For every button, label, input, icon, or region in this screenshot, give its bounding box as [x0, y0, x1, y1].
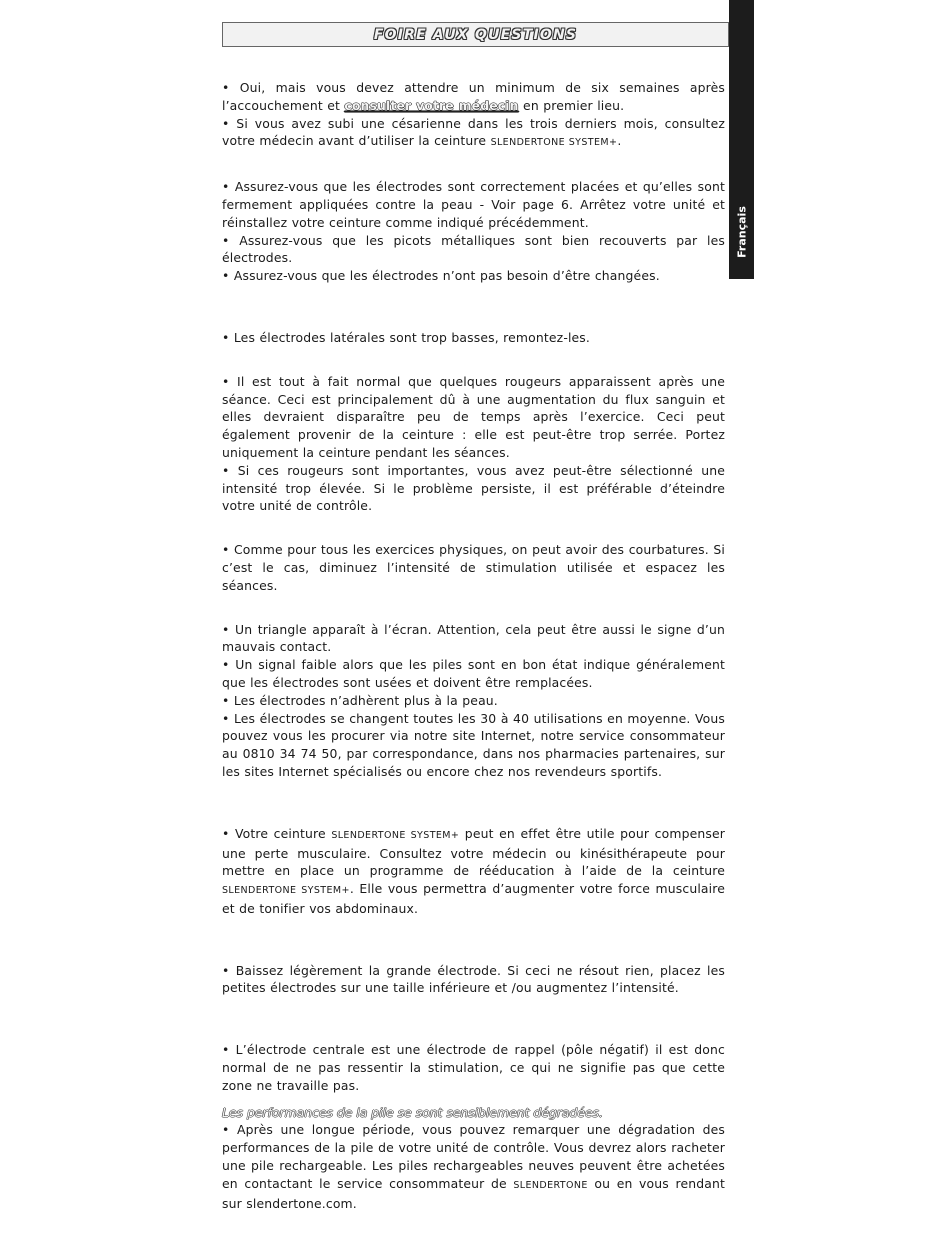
brand-name: SLENDERTONE SYSTEM+ — [490, 137, 618, 149]
faq-section-redness — [222, 373, 725, 515]
faq-answer — [222, 1121, 725, 1212]
answer-text: peut en effet être utile pour compenser une perte musculaire. Consultez votre médecin ou kinésithérapeute pour mettre en place un programme de rééducation à l’aide de la ceinture — [222, 825, 726, 879]
faq-answer: • Il est tout à fait normal que quelques rougeurs apparaissent après une séance. Ceci est principalement dû à une augmentation du flux sanguin et elles devraient disparaître peu de temps après l’exercice. Ceci peut également provenir de la ceinture : elle est peut-être trop serrée. Portez uniquement la ceinture pendant les séances. — [222, 373, 725, 460]
faq-answer: • Assurez-vous que les électrodes sont correctement placées et qu’elles sont fermement appliquées contre la peau - Voir page 6. Arrêtez votre unité et réinstallez votre ceinture comme indiqué précédemment. — [222, 179, 725, 230]
brand-name: SLENDERTONE SYSTEM+ — [331, 829, 460, 841]
faq-section-central-electrode — [222, 1041, 725, 1094]
faq-answer — [222, 115, 725, 153]
consult-doctor-link[interactable]: consulter votre médecin — [344, 97, 519, 113]
answer-text: ou en vous rendant sur slendertone.com. — [222, 1175, 725, 1211]
faq-answer: • Assurez-vous que les picots métalliques sont bien recouverts par les électrodes. — [222, 232, 725, 266]
faq-section-soreness — [222, 541, 725, 594]
faq-answer: • L’électrode centrale est une électrode de rappel (pôle négatif) il est donc normal de ne pas ressentir la stimulation, ce qui ne signifie pas que cette zone ne travaille pas. — [222, 1042, 725, 1093]
faq-question-heading: Les performances de la pile se sont sensiblement dégradées. — [222, 1104, 603, 1120]
answer-text: . Elle vous permettra d’augmenter votre force musculaire et de tonifier vos abdominaux. — [222, 881, 726, 916]
faq-answer — [222, 79, 725, 115]
page-title: FOIRE AUX QUESTIONS — [373, 26, 578, 43]
faq-section-muscle-loss — [222, 825, 725, 918]
faq-answer: • Baissez légèrement la grande électrode. Si ceci ne résout rien, placez les petites électrodes sur une taille inférieure et /ou augmentez l’intensité. — [222, 962, 725, 996]
answer-text: • Oui, mais vous devez attendre un minimum de six semaines après l’accouchement et — [222, 80, 725, 113]
answer-text: • Après une longue période, vous pouvez remarquer une dégradation des performances de la pile de votre unité de contrôle. Vous devrez alors racheter une pile rechargeable. Les piles rechargeables neuves peuvent être achetées en contactant le service consommateur de — [222, 1122, 725, 1191]
answer-text: • Votre ceinture — [222, 825, 332, 841]
faq-answer: • Assurez-vous que les électrodes n’ont pas besoin d’être changées. — [222, 268, 660, 284]
faq-section-electrodes-wear — [222, 621, 725, 781]
language-side-tab — [729, 0, 754, 279]
faq-content — [222, 79, 725, 1212]
faq-answer: • Un signal faible alors que les piles sont en bon état indique généralement que les électrodes sont usées et doivent être remplacées. — [222, 657, 725, 690]
faq-section-no-stimulation — [222, 178, 725, 285]
faq-answer — [222, 825, 725, 918]
language-label: Français — [735, 206, 748, 258]
faq-section-pregnancy — [222, 79, 725, 152]
faq-section-side-electrodes — [222, 329, 725, 347]
page-title-box — [222, 22, 729, 47]
faq-answer: • Les électrodes latérales sont trop basses, remontez-les. — [222, 329, 590, 345]
faq-section-battery — [222, 1104, 725, 1213]
faq-answer: • Comme pour tous les exercices physiques, on peut avoir des courbatures. Si c’est le cas, diminuez l’intensité de stimulation utilisée et espacez les séances. — [222, 542, 725, 593]
faq-answer: • Si ces rougeurs sont importantes, vous avez peut-être sélectionné une intensité trop élevée. Si le problème persiste, il est préférable d’éteindre votre unité de contrôle. — [222, 462, 725, 514]
faq-answer: • Les électrodes se changent toutes les 30 à 40 utilisations en moyenne. Vous pouvez vous les procurer via notre site Internet, notre service consommateur au 0810 34 74 50, par correspondance, dans nos pharmacies partenaires, sur les sites Internet spécialisés ou encore chez nos revendeurs sportifs. — [222, 710, 725, 779]
faq-answer: • Les électrodes n’adhèrent plus à la peau. — [222, 692, 498, 708]
answer-text: . — [617, 133, 622, 149]
brand-name: SLENDERTONE SYSTEM+ — [222, 885, 350, 897]
answer-text: en premier lieu. — [518, 97, 625, 113]
brand-name: SLENDERTONE — [513, 1179, 588, 1191]
faq-answer: • Un triangle apparaît à l’écran. Attention, cela peut être aussi le signe d’un mauvais contact. — [222, 621, 725, 655]
faq-section-large-electrode — [222, 962, 725, 998]
answer-text: • Si vous avez subi une césarienne dans les trois derniers mois, consultez votre médecin avant d’utiliser la ceinture — [222, 115, 725, 149]
